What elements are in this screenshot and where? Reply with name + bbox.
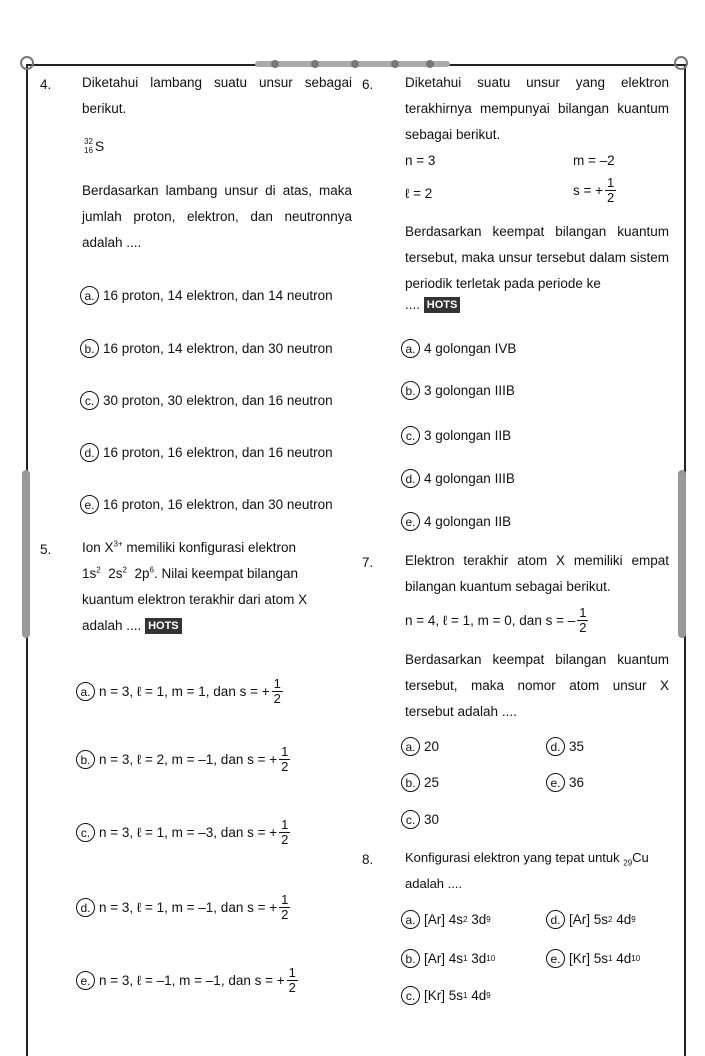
q7-qn-prefix: n = 4, ℓ = 1, m = 0, dan s = –	[405, 613, 576, 628]
q5-option-e[interactable]	[76, 966, 300, 995]
side-band-left	[22, 470, 30, 638]
option-letter: c.	[76, 823, 95, 842]
fraction-den: 2	[288, 980, 296, 995]
option-text: 4 golongan IVB	[424, 341, 517, 356]
config-orbital: 4d	[616, 912, 632, 927]
option-letter: e.	[546, 949, 565, 968]
config-orbital: 5s	[448, 988, 464, 1003]
fraction-den: 2	[281, 832, 289, 847]
ion-charge: 3+	[113, 539, 123, 549]
fraction	[272, 677, 283, 706]
q7-text: Elektron terakhir atom X memiliki empat bilangan kuantum sebagai berikut.	[405, 553, 669, 594]
fraction	[279, 893, 290, 922]
q7-quantum-numbers	[405, 606, 590, 635]
q6-option-a[interactable]	[401, 339, 516, 358]
option-prefix: [Ar]	[424, 912, 446, 927]
q5-number: 5.	[40, 542, 52, 557]
q8-option-c[interactable]: c. [Kr] 5s 1 4d 9	[401, 986, 491, 1005]
option-text: 36	[569, 775, 585, 790]
fraction-num: 1	[288, 965, 296, 980]
q6-option-c[interactable]	[401, 426, 511, 445]
fraction-num: 1	[273, 676, 281, 691]
q4-text: Diketahui lambang suatu unsur sebagai berikut.	[82, 75, 352, 116]
nuclide-mass: 32	[84, 137, 93, 146]
fraction-num: 1	[281, 817, 289, 832]
q8-option-e[interactable]: e. [Kr] 5s 1 4d 10	[546, 949, 640, 968]
option-text: 4 golongan IIIB	[424, 471, 515, 486]
option-text: 16 proton, 14 elektron, dan 30 neutron	[103, 341, 333, 356]
q5-option-b[interactable]	[76, 745, 292, 774]
fraction-num: 1	[281, 892, 289, 907]
q5-text-e: adalah ....	[82, 618, 142, 633]
q4-option-e[interactable]	[80, 495, 333, 514]
q7-option-c[interactable]	[401, 810, 439, 829]
q6-n: n = 3	[405, 153, 436, 168]
option-letter: c.	[80, 391, 99, 410]
fraction-den: 2	[273, 691, 281, 706]
q4-option-b[interactable]	[80, 339, 333, 358]
option-letter: d.	[401, 469, 420, 488]
q5-text-b: memiliki konfigurasi elektron	[122, 540, 296, 555]
q8-option-d[interactable]: d. [Ar] 5s 2 4d 9	[546, 910, 636, 929]
q4-option-a[interactable]	[80, 286, 333, 305]
option-letter: d.	[80, 443, 99, 462]
option-letter: d.	[76, 898, 95, 917]
option-text: 30	[424, 812, 440, 827]
q6-option-d[interactable]	[401, 469, 515, 488]
config-orbital: 1s	[82, 566, 97, 581]
q8-number: 8.	[362, 852, 374, 867]
q8-symbol: Cu	[632, 850, 649, 865]
q4-option-c[interactable]	[80, 391, 333, 410]
option-text: n = 3, ℓ = 1, m = 1, dan s = +	[99, 684, 270, 699]
q4-nuclide	[84, 137, 104, 155]
option-text: n = 3, ℓ = 2, m = –1, dan s = +	[99, 752, 278, 767]
nuclide-symbol: S	[94, 138, 105, 154]
fraction-den: 2	[281, 907, 289, 922]
q5-option-c[interactable]	[76, 818, 292, 847]
q6-m: m = –2	[573, 153, 615, 168]
q8-atomic-number: 29	[623, 858, 633, 868]
option-prefix: [Ar]	[424, 951, 446, 966]
q6-text: Diketahui suatu unsur yang elektron terakhirnya mempunyai bilangan kuantum sebagai berikut.	[405, 75, 669, 142]
option-text: 30 proton, 30 elektron, dan 16 neutron	[103, 393, 333, 408]
q8-text	[405, 845, 675, 897]
option-letter: e.	[401, 512, 420, 531]
option-letter: a.	[80, 286, 99, 305]
q6-ellipsis-line	[405, 297, 460, 313]
option-letter: c.	[401, 986, 420, 1005]
q6-option-b[interactable]	[401, 381, 515, 400]
option-text: 3 golongan IIB	[424, 428, 512, 443]
fraction-num: 1	[579, 605, 587, 620]
config-exp: 6	[149, 565, 154, 575]
q6-option-e[interactable]	[401, 512, 511, 531]
q5-text-a: Ion X	[82, 540, 114, 555]
q5-option-a[interactable]	[76, 677, 285, 706]
option-text: 35	[569, 739, 585, 754]
config-orbital: 2s	[108, 566, 123, 581]
option-text: 4 golongan IIB	[424, 514, 512, 529]
option-prefix: [Ar]	[569, 912, 591, 927]
q4-question: Berdasarkan lambang unsur di atas, maka jumlah proton, elektron, dan neutronnya adalah ....	[82, 183, 352, 250]
q7-option-b[interactable]	[401, 773, 439, 792]
option-text: 16 proton, 16 elektron, dan 30 neutron	[103, 497, 333, 512]
q5-text-c: . Nilai keempat bilangan	[153, 566, 299, 581]
q8-option-a[interactable]: a. [Ar] 4s 2 3d 9	[401, 910, 491, 929]
q4-option-d[interactable]	[80, 443, 333, 462]
fraction	[605, 176, 616, 205]
fraction	[577, 606, 588, 635]
option-text: n = 3, ℓ = 1, m = –1, dan s = +	[99, 900, 278, 915]
option-letter: a.	[401, 339, 420, 358]
q6-s-prefix: s = +	[573, 183, 604, 198]
q7-option-e[interactable]	[546, 773, 584, 792]
option-text: n = 3, ℓ = 1, m = –3, dan s = +	[99, 825, 278, 840]
option-text: 3 golongan IIIB	[424, 383, 515, 398]
q8-text-a: Konfigurasi elektron yang tepat untuk	[405, 850, 624, 865]
q6-l: ℓ = 2	[405, 186, 433, 201]
q6-s	[573, 176, 618, 205]
hots-badge: HOTS	[145, 618, 182, 634]
option-letter: d.	[546, 737, 565, 756]
q4-number: 4.	[40, 77, 52, 92]
fraction-den: 2	[579, 620, 587, 635]
option-letter: b.	[76, 750, 95, 769]
config-orbital: 3d	[471, 912, 487, 927]
q6-ellipsis: ....	[405, 297, 421, 312]
config-orbital: 3d	[471, 951, 487, 966]
option-letter: e.	[76, 971, 95, 990]
option-text: 16 proton, 16 elektron, dan 16 neutron	[103, 445, 333, 460]
option-letter: b.	[401, 949, 420, 968]
config-orbital: 5s	[593, 912, 609, 927]
fraction-num: 1	[281, 744, 289, 759]
option-text: 20	[424, 739, 440, 754]
config-orbital: 4s	[448, 912, 464, 927]
config-exp: 2	[96, 565, 101, 575]
option-text: 25	[424, 775, 440, 790]
nuclide-atomic: 16	[84, 146, 93, 155]
config-orbital: 2p	[134, 566, 150, 581]
option-letter: c.	[401, 810, 420, 829]
option-letter: c.	[401, 426, 420, 445]
q8-option-b[interactable]: b. [Ar] 4s 1 3d 10	[401, 949, 495, 968]
option-prefix: [Kr]	[569, 951, 591, 966]
config-orbital: 4s	[448, 951, 464, 966]
fraction	[279, 818, 290, 847]
fraction-den: 2	[607, 190, 615, 205]
option-text: 16 proton, 14 elektron, dan 14 neutron	[103, 288, 333, 303]
option-letter: b.	[80, 339, 99, 358]
fraction-den: 2	[281, 759, 289, 774]
fraction-num: 1	[607, 175, 615, 190]
option-letter: b.	[401, 773, 420, 792]
fraction	[279, 745, 290, 774]
option-letter: a.	[401, 910, 420, 929]
option-letter: a.	[76, 682, 95, 701]
option-letter: e.	[80, 495, 99, 514]
q6-question: Berdasarkan keempat bilangan kuantum tersebut, maka unsur tersebut dalam sistem periodik terletak pada periode ke	[405, 224, 669, 291]
side-band-right	[678, 470, 686, 638]
option-letter: b.	[401, 381, 420, 400]
option-letter: d.	[546, 910, 565, 929]
corner-ornament-left	[18, 54, 36, 72]
q6-number: 6.	[362, 77, 374, 92]
option-text: n = 3, ℓ = –1, m = –1, dan s = +	[99, 973, 285, 988]
q8-text-b: adalah ....	[405, 876, 463, 891]
option-letter: a.	[401, 737, 420, 756]
config-orbital: 4d	[616, 951, 632, 966]
hots-badge: HOTS	[424, 297, 461, 313]
q7-option-a[interactable]	[401, 737, 439, 756]
corner-ornament-right	[672, 54, 690, 72]
q5-text	[82, 535, 352, 639]
option-prefix: [Kr]	[424, 988, 446, 1003]
fraction	[287, 966, 298, 995]
config-exp: 2	[122, 565, 127, 575]
q5-text-d: kuantum elektron terakhir dari atom X	[82, 592, 308, 607]
config-orbital: 4d	[471, 988, 487, 1003]
option-letter: e.	[546, 773, 565, 792]
q7-option-d[interactable]	[546, 737, 584, 756]
config-orbital: 5s	[593, 951, 609, 966]
q5-option-d[interactable]	[76, 893, 292, 922]
q7-question: Berdasarkan keempat bilangan kuantum tersebut, maka nomor atom unsur X tersebut adalah ....	[405, 652, 669, 719]
q7-number: 7.	[362, 555, 374, 570]
